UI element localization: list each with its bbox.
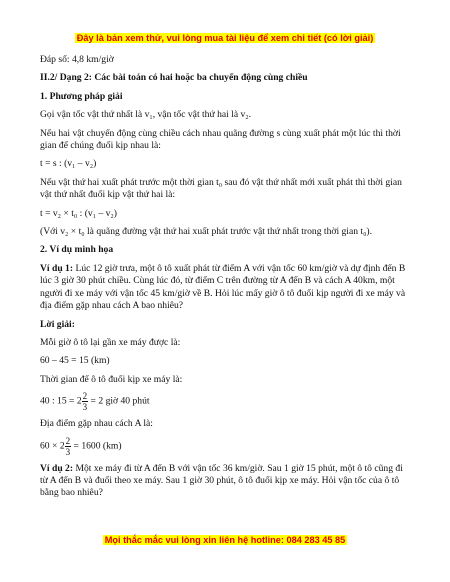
example-one-text: Lúc 12 giờ trưa, một ô tô xuất phát từ điểm A với vận tốc 60 km/giờ và dự định đến B lúc 3 giờ 30 phút chiều. Cùng lúc đó, từ điểm C trên đường từ A đến B và cách A 40km, một người đi xe máy với vận tốc 45 km/giờ về B. Hỏi lúc mấy giờ ô tô đuổi kịp người đi xe máy và địa điểm gặp nhau cách A bao nhiêu? — [40, 262, 406, 312]
case-one: Nếu hai vật chuyển động cùng chiều cách nhau quãng đường s cùng xuất phát một lúc thì thời gian để chúng đuổi kịp nhau là: — [40, 127, 401, 152]
mixed-whole: 2 — [76, 395, 82, 407]
solution-line-3: Địa điểm gặp nhau cách A là: — [40, 418, 153, 430]
example-two-text: Một xe máy đi từ A đến B với vận tốc 36 km/giờ. Sau 1 giờ 15 phút, một ô tô cũng đi từ A đến B và đuổi theo xe máy. Sau 1 giờ 30 phút, ô tô đuổi kịp xe máy. Hỏi vận tốc của ô tô bằng bao nhiêu? — [40, 462, 403, 499]
formula-one: t = s : (v₁ – v₂) — [40, 158, 97, 170]
solution-title: Lời giải: — [40, 318, 75, 330]
method-title: 1. Phương pháp giải — [40, 90, 123, 102]
mixed-number-2 — [60, 436, 71, 457]
fraction-numerator-2: 2 — [65, 435, 71, 446]
example-two-label: Ví dụ 2: — [40, 462, 74, 474]
fraction-denominator: 3 — [82, 402, 88, 413]
examples-title: 2. Ví dụ minh họa — [40, 244, 114, 256]
solution-calc-2 — [40, 391, 412, 412]
example-one — [40, 263, 412, 313]
fraction-denominator-2: 3 — [65, 446, 71, 457]
case-two: Nếu vật thứ hai xuất phát trước một thời gian t₀ sau đó vật thứ nhất mới xuất phát thì thời gian vật thứ nhất đuổi kịp vật thứ hai là: — [40, 176, 402, 201]
formula-two: t = v₂ × t₀ : (v₁ – v₂) — [40, 207, 117, 219]
mixed-whole-2: 2 — [59, 440, 65, 452]
document-body — [40, 54, 412, 500]
solution-line-2: Thời gian để ô tô đuổi kịp xe máy là: — [40, 373, 183, 385]
fraction-numerator: 2 — [82, 391, 88, 402]
preview-banner — [0, 33, 450, 43]
speed-definition: Gọi vận tốc vật thứ nhất là v₁, vận tốc vật thứ hai là v₂. — [40, 109, 252, 121]
preview-banner-text: Đây là bản xem thử, vui lòng mua tài liệu để xem chi tiết (có lời giải) — [76, 33, 374, 43]
equals-sign: = — [88, 395, 99, 407]
hotline-banner — [0, 535, 450, 545]
hotline-banner-text: Mọi thắc mắc vui lòng xin liên hệ hotline: 084 283 45 85 — [104, 535, 346, 545]
calc2-result: 2 giờ 40 phút — [98, 395, 150, 407]
mixed-number — [77, 391, 88, 412]
section-title: II.2/ Dạng 2: Các bài toán có hai hoặc ba chuyển động cùng chiều — [40, 72, 308, 84]
calc2-prefix: 40 : 15 = — [40, 395, 77, 407]
solution-line-1: Mỗi giờ ô tô lại gần xe máy được là: — [40, 336, 181, 348]
solution-calc-1: 60 – 45 = 15 (km) — [40, 355, 110, 367]
note-line: (Với v₂ × t₀ là quãng đường vật thứ hai xuất phát trước vật thứ nhất trong thời gian t₀). — [40, 226, 373, 238]
answer-line: Đáp số: 4,8 km/giờ — [40, 54, 114, 65]
solution-calc-3 — [40, 436, 412, 457]
example-two — [40, 463, 412, 500]
calc3-suffix: = 1600 (km) — [71, 440, 122, 452]
calc3-prefix: 60 × — [40, 440, 60, 452]
example-one-label: Ví dụ 1: — [40, 262, 74, 274]
